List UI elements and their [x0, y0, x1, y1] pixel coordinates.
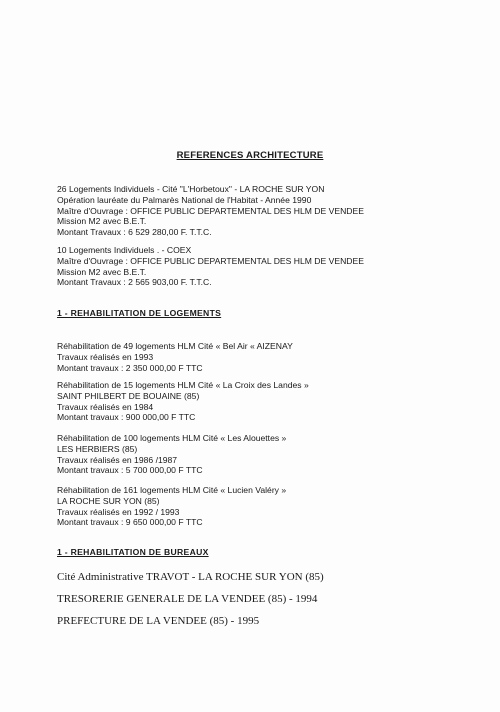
- project-line: Montant Travaux : 6 529 280,00 F. T.T.C.: [57, 227, 212, 238]
- rehab-line: LES HERBIERS (85): [57, 443, 138, 454]
- project-block-horbetoux: [57, 184, 364, 238]
- bureaux-item: PREFECTURE DE LA VENDEE (85) - 1995: [57, 615, 260, 627]
- rehab-line: Montant travaux : 2 350 000,00 F TTC: [57, 362, 203, 373]
- project-line: Montant Travaux : 2 565 903,00 F. T.T.C.: [57, 277, 212, 288]
- rehab-line: SAINT PHILBERT DE BOUAINE (85): [57, 390, 200, 401]
- project-line: Maître d'Ouvrage : OFFICE PUBLIC DEPARTEMENTAL DES HLM DE VENDEE: [57, 205, 364, 216]
- rehab-item-les-herbiers: [57, 433, 286, 476]
- rehab-item-la-roche: [57, 485, 286, 528]
- page-title: REFERENCES ARCHITECTURE: [176, 150, 324, 161]
- bureaux-list: [57, 566, 324, 632]
- project-line: Mission M2 avec B.E.T.: [57, 216, 147, 227]
- rehab-line: Travaux réalisés en 1992 / 1993: [57, 506, 180, 517]
- rehab-line: Montant travaux : 900 000,00 F TTC: [57, 412, 196, 423]
- bureaux-item: TRESORERIE GENERALE DE LA VENDEE (85) - 1994: [57, 593, 318, 605]
- section-heading-logements: 1 - REHABILITATION DE LOGEMENTS: [57, 308, 222, 318]
- rehab-line: Travaux réalisés en 1993: [57, 351, 154, 362]
- project-block-coex: [57, 245, 364, 288]
- rehab-line: Réhabilitation de 161 logements HLM Cité « Lucien Valéry »: [57, 485, 287, 495]
- project-line: 10 Logements Individuels . - COEX: [57, 245, 192, 255]
- section-heading-bureaux: 1 - REHABILITATION DE BUREAUX: [57, 547, 209, 557]
- rehab-item-saint-philbert: [57, 380, 309, 423]
- rehab-line: Travaux réalisés en 1984: [57, 401, 154, 412]
- bureaux-item: Cité Administrative TRAVOT - LA ROCHE SUR YON (85): [57, 571, 324, 583]
- rehab-line: Travaux réalisés en 1986 /1987: [57, 454, 178, 465]
- project-line: Opération lauréate du Palmarès National de l'Habitat - Année 1990: [57, 194, 312, 205]
- rehab-line: Montant travaux : 5 700 000,00 F TTC: [57, 465, 203, 476]
- rehab-line: Réhabilitation de 49 logements HLM Cité « Bel Air « AIZENAY: [57, 341, 293, 351]
- rehab-line: Réhabilitation de 15 logements HLM Cité « La Croix des Landes »: [57, 380, 309, 390]
- project-line: Maître d'Ouvrage : OFFICE PUBLIC DEPARTEMENTAL DES HLM DE VENDEE: [57, 255, 364, 266]
- rehab-item-aizenay: [57, 341, 293, 373]
- project-line: Mission M2 avec B.E.T.: [57, 266, 147, 277]
- rehab-line: Réhabilitation de 100 logements HLM Cité « Les Alouettes »: [57, 433, 287, 443]
- rehab-line: LA ROCHE SUR YON (85): [57, 495, 160, 506]
- rehab-line: Montant travaux : 9 650 000,00 F TTC: [57, 517, 203, 528]
- project-line: 26 Logements Individuels - Cité "L'Horbetoux" - LA ROCHE SUR YON: [57, 184, 325, 194]
